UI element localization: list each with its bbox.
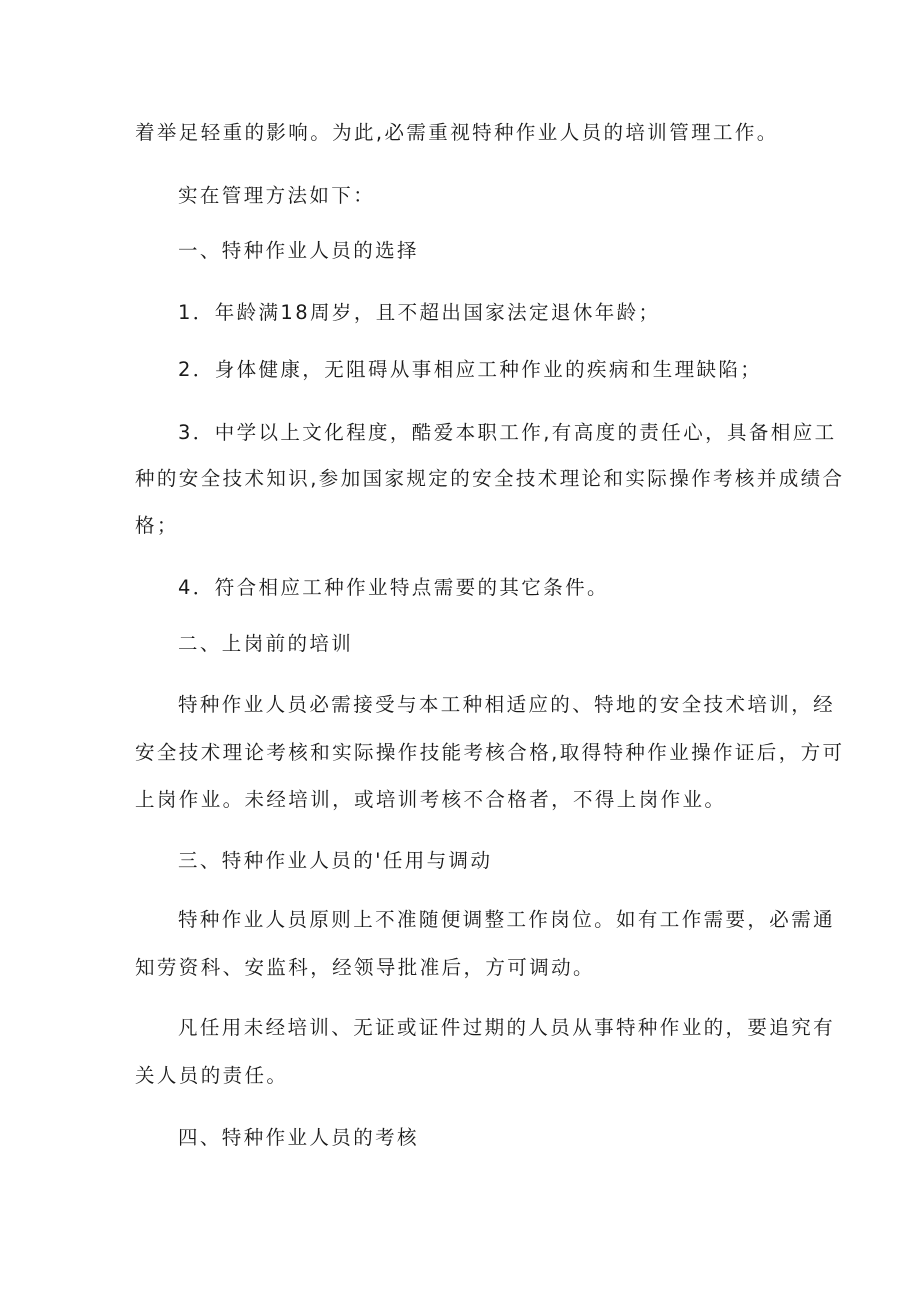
section-heading: 三、特种作业人员的'任用与调动 xyxy=(178,849,493,872)
paragraph-line: 安全技术理论考核和实际操作技能考核合格,取得特种作业操作证后，方可 xyxy=(135,741,845,764)
section-heading: 二、上岗前的培训 xyxy=(178,632,354,655)
section-heading: 一、特种作业人员的选择 xyxy=(178,239,419,262)
paragraph-line: 种的安全技术知识,参加国家规定的安全技术理论和实际操作考核并成绩合 xyxy=(135,467,845,490)
paragraph-line: 实在管理方法如下： xyxy=(178,184,376,207)
paragraph-line: 关人员的责任。 xyxy=(135,1064,289,1087)
paragraph-line: 着举足轻重的影响。为此,必需重视特种作业人员的培训管理工作。 xyxy=(135,121,779,144)
paragraph-line: 上岗作业。未经培训，或培训考核不合格者，不得上岗作业。 xyxy=(135,788,727,811)
list-item: 4．符合相应工种作业特点需要的其它条件。 xyxy=(178,576,609,599)
paragraph-line: 知劳资科、安监科，经领导批准后，方可调动。 xyxy=(135,956,595,979)
paragraph-line: 特种作业人员必需接受与本工种相适应的、特地的安全技术培训，经 xyxy=(178,693,836,716)
paragraph-line: 凡任用未经培训、无证或证件过期的人员从事特种作业的，要追究有 xyxy=(178,1016,836,1039)
paragraph-line: 格； xyxy=(135,514,179,537)
list-item: 3．中学以上文化程度，酷爱本职工作,有高度的责任心，具备相应工 xyxy=(178,421,837,444)
section-heading: 四、特种作业人员的考核 xyxy=(178,1126,419,1149)
list-item: 1．年龄满18周岁，且不超出国家法定退休年龄； xyxy=(178,301,661,324)
paragraph-line: 特种作业人员原则上不准随便调整工作岗位。如有工作需要，必需通 xyxy=(178,908,836,931)
list-item: 2．身体健康，无阻碍从事相应工种作业的疾病和生理缺陷； xyxy=(178,358,763,381)
